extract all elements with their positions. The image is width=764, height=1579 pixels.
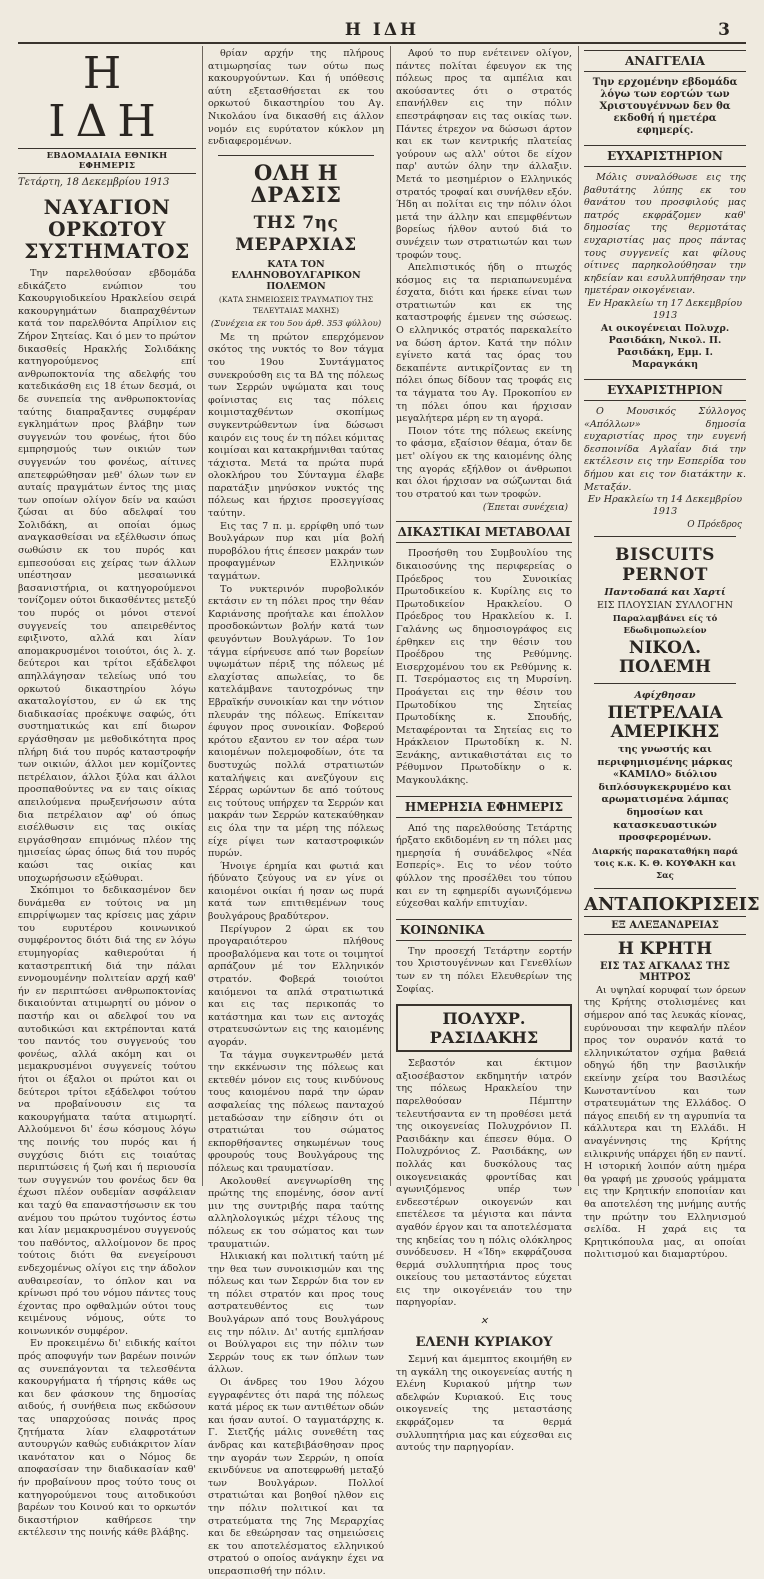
ad-biscuits-title: BISCUITS PERNOT [615, 545, 715, 586]
section-title-judicial: ΔΙΚΑΣΤΙΚΑΙ ΜΕΤΑΒΟΛΑΙ [396, 521, 572, 543]
correspondence-sub: ΕΞ ΑΛΕΞΑΝΔΡΕΙΑΣ [584, 916, 746, 935]
masthead-subtitle: ΕΒΔΟΜΑΔΙΑΙΑ ΕΘΝΙΚΗ ΕΦΗΜΕΡΙΣ [18, 148, 196, 174]
thanks-signers: Αι οικογένειαι Πολυχρ. Ρασιδάκη, Νικολ. Π. Ρασιδάκη, Εμμ. Ι. Μαραγκάκη [600, 322, 730, 370]
ad-biscuits-merchant: ΝΙΚΟΛ. ΠΟΛΕΜΗ [619, 638, 711, 678]
column-4 [584, 48, 760, 1262]
crete-text: Αι υψηλαί κορυφαί των όρεων της Κρήτης στολισμένες και σήμερον από τας λευκάς κίονας, ευρύνουσαι την κεφαλήν πλέον προς τον ουρανόν κατά το ελληνικώτατον σχήμα βαθειά οδηγώ ήδη την βασιλικήν εκείνην χείρα του Βασιλέως Κωνσταντίνου και των στρατευμάτων της Ελλάδος. Ο πάγος επειδή εν τη αγρυπνία τα κάλλυτερα και τη Ελλάδι. Η αναγέννησις της Κρήτης ειλικρινής υπάρχει ήδη εν παντί. Η ιστορική λοιπόν αύτη ημέρα θα γραφή με χρυσούς γράμματα εις την Κρητικήν εποποιίαν και θα αποτελέση της μνήμης αυτής την πρώτην του Ελληνισμού σελίδα. Η χαρά εις τα Κρητικόπουλα μας, αι οποίαι πολιτισμού και διαμαρτύρου. [584, 984, 746, 1261]
article-paragraph: Την παρελθούσαν εβδομάδα εδικάζετο ενώπιον του Κακουργιοδικείου Ηρακλείου σειρά κακουργημάτων διαπραχθέντων κατά τον παρελθόντα Απρίλιον εις Ζήρον Σητείας. Και ό μεν το πρώτον δικασθείς Ηρακλής Σολιδάκης κατηγορούμενος επί ανθρωποκτονία της αδελφής του κατεδικάσθη εις 18 έτων δεσμά, οι δε συνεπεία της ανθρωποκτονίας ταύτης διαπραξαντες συμφέραν εγκλημάτων προς βλάβην των συγγενών του φονέως, ήτοι δύο εμπρησμούς των οικιών των συγγενών του φονέως, αίτινες απετεφρώθησαν μεθ' όλων των εν αυταίς πραγμάτων έντος της μιας των οποίων ολίγον δείν να καώσι ζώσαι αι δύο αδελφαί του Σολιδάκη, αι οποίαι όμως αναγκασθείσαι να εξέλθωσιν όπως σωθώσιν εκ του πυρός και εμπεσούσαι εις χείρας των άλλων υπέστησαν μεσαιωνικά βασανιστήρια, οι κατηγορούμενοι τονίζομεν ούτοι δικασθέντες μετεξύ του πυρός οι μόνοι στενοί συγγενείς του απειρεθέντος εφιξινοτο, αλλά και λίαν απομακρυσμένοι τοιούτοι, όις λ. χ. δεύτεροι και τρίτοι εξάδελφοι απηλλάγησαν τελείως υπό του ορκωτού δικαστηρίου λόγω ακαταλογίστου, εν ώ εκ της διαδικασίας προέκυψε σαφώς, ότι συστηματικώς και επί διωρον εργάσθησαν με μεθοδικότητα προς πλήρη διά του πυρός καταστροφήν των οικιών, άλλοι μεν κομίζοντες πετρέλαιον, άλλοι ξύλα και άλλοι προσπαθούντες να εν ταις οίκιας απειλούμενα πρωξενήσωσιν αύτα δια πετρέλαιον αφ' ού όπως εισέλθωσιν εις τας οικίας ειργάσθησαν επιμόνως πλέον της ημισείας ώρας όπως διά του πυρός καώσι τας οικίας και υποχωρήσωσιν εξώθυραι. [18, 268, 196, 884]
ad-oil-arrived: Αφίχθησαν [634, 690, 696, 702]
continuation-note: (Συνέχεια εκ του 5ου άρθ. 353 φύλλου) [210, 318, 382, 329]
notice-text: Την ερχομένην εβδομάδα λόγω των εορτών των Χριστουγέννων δεν θα εκδοθή ή ημετέρα εφημερίς. [592, 77, 738, 136]
divider [594, 888, 736, 889]
running-title: Η ΙΔΗ [344, 20, 420, 40]
ad-biscuits-line-3: Παραλαμβάνει είς τό Εδωδιμοπωλείον [612, 614, 718, 637]
column-3 [396, 48, 572, 1455]
thanks-title-2: ΕΥΧΑΡΙΣΤΗΡΙΟΝ [584, 379, 746, 401]
article-paragraph: Ακολουθεί ανεγνωρίσθη της πρώτης της επομένης, όσον αντί μιν της συντριβής παρα ταύτης αλληλολογικώς μέχρι τέλους της πόλεως εκ του σώματος και των τραυματιών. [208, 1175, 384, 1250]
column-divider [390, 46, 391, 1186]
section-title-social: ΚΟΙΝΩΝΙΚΑ [396, 919, 572, 941]
thanks-text: Μόλις συναλόθωσε εις της βαθυτάτης λύπης εκ του θανάτου του προσφιλούς μας πατρός εκφράζομεν καθ' δημοσίας της θερμοτάτας ευχαριστίας μας προς πάντας τους συγγενείς και φίλους οίτινες παρηκολούθησαν την κηδείαν και εσυλλυπήθησαν την ημετέραν οικογένειαν. [584, 172, 746, 297]
obituary-text-2: Σεμνή και άμεμπτος εκοιμήθη εν τη αγκάλη της οικογενείας αυτής η Ελένη Κυριακού μήτηρ των αδελφών Κυριακού. Εις τους οικογενείς της μεταστάσης εκφράζομεν τα θερμά συλλυπητήρια μας και εύχεσθαι εις αυτούς την παρηγορίαν. [396, 1354, 572, 1454]
issue-date: Τετάρτη, 18 Δεκεμβρίου 1913 [18, 177, 170, 188]
article-paragraph: Ποιον τότε της πόλεως εκείνης το φάσμα, εξαίσιον θέαμα, όταν δε μετ' ολίγου εκ της καιομένης όλης της αγοράς εξήλθον οι άνθρωποι και όλοι ήρχισαν να σώζωνται διά του στρατού και των τροφών. [396, 425, 572, 500]
obituary-text: Σεβαστόν και έκτιμον αξιοσέβαστον εκδημητήν ιατρόν της πόλεως Ηρακλείου την παρελθούσαν Πέμπτην τελευτήσαντα εν τη προθέσει μετά της οικογενείας Πολυχρόνιον Π. Ρασιδάκην και έπεσεν θύμα. Ο Πολυχρόνιος Ζ. Ρασιδάκης, ων πολλάς και δυσκόλους τας οικογενειακάς φροντίδας και αγωνιζόμενος υπέρ των ενδεεστέρων οικογενών και επετέλεσε τα μέγιστα και πάντα αγαθόν έργον και τα αποτελέσματα της κηδείας του η πόλις ολόκληρος συνόδευσεν. Η «Ίδη» εκφράζουσα θερμά συλλυπητήρια προς τους οικείους του μεταστάντος εύχεται εις την οικογένειάν του την παρηγορίαν. [396, 1058, 572, 1309]
article-paragraph: Οι άνδρες του 19ου λόχου εγγραφέντες ότι παρά της πόλεως κατά μέρος εκ των αντιθέτων οδών και ήσαν αυτοί. Ο ταγματάρχης κ. Γ. Σιετζής μάλις συνεθέτη τας άνδρας και κατεβιβάσθησαν προς την αγοράν των Σερρών, η οποία εκινδύνευε να αποτεφρωθή μεταξύ των Βουλγάρων. Πολλοί στρατιώται και βοηθοί ηλθον εις την πόλιν πολιτικοί και τα στρατεύματα της 7ης Μεραρχίας και δε εθεώρησαν τας σημειώσεις εκ του αποτελέσματος ελληνικού στρατού ο οποίος ανάγκην έχει να υπερασπισθή την πόλιν. [208, 1377, 384, 1577]
article-paragraph: Σκόπιμοι το δεδικασμένον δεν δυνάμεθα εν τούτοις να μη επιρρίψωμεν τας κρίσεις μας χάριν του ευρυτέρου κοινωνικού συμφέροντος διότι διά της εν λόγω ετυμηγορίας καθιερούται ή καταστρεπτική διά την πάλαι εννομουμένην πολιτείαν αρχή καθ' ήν εν περιπτώσει ανθρωποκτονίας δικαιούνται ατιμωρητί ου μόνον ο παστήρ και οι αδελφοί του να αυτοδικώσι και εκτρέπονται κατά του παντός του συγγενούς του φονέως, αλλά ακόμη και οι μεμακρυσμένοι συγγενείς τούτου ήτοι οι έξαλοι οι πρώτοι και οι δεύτεροι τρίτοι εξάδελφοι τούτου να προβαίνουσιν εις τα κακουργήματα ταύτα ατιμωρητί. Αλλούμενοι δι' έσω κόσμους λόγω της ποινής του πυρός και ή συγχύσις διότι εις τοιαύτας περιπτώσεις ή ζωή και ή περιουσία των συγγενών του φονέως δεν θα έχωσι πλέον ουδεμίαν ασφάλειαν και ταχύ θα επαναστήσωσιν εκ του ανέμου του πρώτου τυχόντος έστω και λίαν μεμακρυσμένου συγγενούς του παθόντος, αλλοίμονον δε προς τούτοις διότι θα ενεγείρουσι ενδεχομένως ολίγοι εις την άδολον αυθαιρεσίαν, το όπλον και να κρίνωσι πρό του νόμου πάντες τους έχοντας προ οφθαλμών ούτοι τους κειμένους νόμους, ούτε το κοινωνικόν συμφέρον. [18, 885, 196, 1337]
thanks-title: ΕΥΧΑΡΙΣΤΗΡΙΟΝ [584, 145, 746, 167]
ad-oil-text: της γνωστής και περιφημισμένης μάρκας «ΚΑΜΙΛΟ» διόλιου διπλόσυγκεκρυμένο και αρωματισμένα λάμπας δημοσίων και κατασκευαστικών προσφερομένων. [597, 744, 733, 844]
article-paragraph: Εν προκειμένω δι' ειδικής καίτοι πρός αποφυγήν των βαρέων ποινών ας συνεπάγονται τα τελεσθέντα κακουργήματα ή τήρησις κάθε ως και δεν φάσκουν της δημοσίας αιδούς, ή συνήθεια πως εκδώσουν τας υπαρχούσας ποινάς προς ζητήματα λίαν ελαφροτάτων αυτουργών καθώς ευδιάκριτον λίαν ικανότατον και ο Νόμος δε αποφασίσαν την διαδικασίαν καθ' ήν προβαίνουν προς τούτο τους οι κατηγορούμενοι τους αιτοδικούσι βαρέων του Κοινού και το ορκωτόν δικαστήριον καθήρεσε την εκτέλεσιν της ποινής κάθε βλάβης. [18, 1338, 196, 1539]
thanks-signer-2: Ο Πρόεδρος [687, 520, 742, 531]
article-subhead-2: (ΚΑΤΑ ΣΗΜΕΙΩΣΕΙΣ ΤΡΑΥΜΑΤΙΟΥ ΤΗΣ ΤΕΛΕΥΤΑΙΑΣ ΜΑΧΗΣ) [218, 294, 374, 315]
thanks-place: Εν Ηρακλείω τη 17 Δεκεμβρίου 1913 [587, 297, 743, 321]
article-paragraph: Απελπιστικός ήδη ο πτωχός κόσμος εις τα περιαπωνευμένα έσχατα, διότι και ήρεκε είναι των στρατιωτών και εκ της καταστροφής έμενεν της σώσεως. Ο ελληνικός στρατός παρεκαλείτο να δώση άρτον. Κατά την πόλιν εγίνετο κατά τας όρας του δεκαπέντε αντικρίζοντας εν τη πόλει όπως δίδουν τας τροφάς εις τα τάγματα του Αγ. Προκοπίου εν τη πόλει όπου και ήρχισαν μεγαλήτερα μέρη εν τη αγορά. [396, 262, 572, 425]
crete-sub: ΕΙΣ ΤΑΣ ΑΓΚΑΛΑΣ ΤΗΣ ΜΗΤΡΟΣ [600, 960, 730, 983]
ad-biscuits-line-2: ΕΙΣ ΠΛΟΥΣΙΑΝ ΣΥΛΛΟΓΗΝ [597, 600, 733, 612]
crete-title: Η ΚΡΗΤΗ [617, 938, 713, 959]
column-divider [202, 46, 203, 1186]
ornament-icon: ✕ [479, 1316, 489, 1328]
daily-text: Από της παρελθούσης Τετάρτης ήρξατο εκδιδομένη εν τη πόλει μας ημερησία ή συνάδελφος «Νέα Εσπερίς». Εις το νέον τούτο φύλλον της προσέλθει του τύπου και εν τη εφημερίδι αγωνιζόμενω εύχεσθαι καλήν επιτυχίαν. [396, 822, 572, 910]
article-paragraph: Εις τας 7 π. μ. ερρίφθη υπό των Βουλγάρων πυρ και μία βολή πυροβόλου ήτις έπεσεν μακράν των προφαγμένων Ελληνικών ταγμάτων. [208, 520, 384, 583]
article-headline: ΟΛΗ Η ΔΡΑΣΙΣ [250, 159, 342, 207]
page-number: 3 [718, 20, 730, 40]
social-text: Την προσεχή Τετάρτην εορτήν του Χριστουγέννων και Γενεθλίων των εν τη πόλει Ελευθερίων της Σοφίας. [396, 945, 572, 995]
section-title-daily: ΗΜΕΡΗΣΙΑ ΕΦΗΜΕΡΙΣ [396, 796, 572, 818]
divider [218, 155, 374, 156]
article-headline: ΝΑΥΑΓΙΟΝ ΟΡΚΩΤΟΥ ΣΥΣΤΗΜΑΤΟΣ [24, 195, 190, 263]
article-paragraph: Το νυκτερινόν πυροβολικόν εκτάσιν εν τη πόλει προς την θέαν Καριάνσης προήταλε και έπολλον προσδοκώντων βολήν κατά των φευγόντων Βουλγάρων. Το 1ον τάγμα είρήνευσε από των βορείων υψωμάτων πέριξ της πόλεως μέ ελαχίστας απωλείας, το δε κατελάμβανε ταυτοχρόνως την Εβραϊκήν συνοικίαν και την νότιον πλευράν της πόλεως. Επίκειταν έφυγον προς συνοικίαν. Φοβερού κρότου εξαντου εν τον αέρα των καιομένων πολεμοφοδίων, ότε τα δυστυχώς πολλά στρατιωτών καταλήψεις και ανεζύγουν εις Σέρρας ωρώντων δε από τούτους εις τούτους υπήρχεν τα Σερρών και μακράν των Σερρών κατεκαύθηκαν εις όλα την τα μέρη της πόλεως είχε ρίψει των καταστροφικών πυρών. [208, 583, 384, 860]
article-paragraph: Με τη πρώτον επερχόμενον σκότος της νυκτός το 8ον τάγμα του 19ου Συντάγματος συνεκρούσθη εις τα ΒΔ της πόλεως των Σερρών υψώματα και τους φοίνιστας εις τας πόλεις κοιμισταχθέντων σκοπίμως συγκεντρώθεντων ίνα δώσωσι καιρόν εις τους έν τη πόλει κόμιτας κοιμίσαι και κατακρήμνιθαι ταύτας τάχιστα. Μετά τα πρώτα πυρά ολοκλήρου του Σύνταγμα έλαβε παρατάξιν μηνύσκον νυκτός της πόλεως και ήρχισε προσεγγίσας ταύτην. [208, 331, 384, 520]
article-subhead: ΚΑΤΑ ΤΟΝ ΕΛΛΗΝΟΒΟΥΛΓΑΡΙΚΟΝ ΠΟΛΕΜΟΝ [231, 258, 361, 292]
article-continuation: Αφού το πυρ ενέτεινεν ολίγον, πάντες πολίται έφευγον εκ της πόλεως προς τα αμπέλια και ακούσαντες ότι ο στρατός επανήλθεν εις την πόλιν επεστράφησαν εις τας οικίας των. Πάντες έτρεχον να δώσωσι άρτον και εκ των κεντρικής πλατείας γούρουν ως αλλ' ούτοι δε είχον παρ' αυτών όλην την άλλαξιν. Μετά το μεσημέριον ο Ελληνικός στρατός τροφαί και συνήλθεν εξόν. Ήδη αι πολίται εις την πόλιν όλοι μετά την άλλην και επεμφθέντων βορείως ήλθον αυτού διά το συνέχειν των στρατιωτών και των τροφών τους. [396, 48, 572, 261]
divider [594, 683, 736, 684]
judicial-text: Προσήσθη του Συμβουλίου της δικαιοσύνης της περιφερείας ο Πρόεδρος του Συνοικίας Πρωτοδικείου κ. Κυρίλης εις το Πρωτοδικείον Ηρακλείου. Ο Πρόεδρος του Ηρακλείου κ. Ι. Γαλάνης ως δημοσιογράφος εις έρθηκεν εις την θέσιν του Προέδρου της Ρεθύμνης. Εισερχομένου του εκ Ρεθύμνης κ. Π. Τσερόμαστος εις τη Μυρσίνη. Προάγεται εις την θέσιν του Πρωτοδίκου της Σητείας Πρωτοδίκης κ. Σπουδής, Μεταφέρονται τα Σητείας εις το Ηράκλειον Πρωτοδίκη κ. Ν. Ξενάκης, αντικαθιστάται εις το Ρέθυμνον Πρωτοδίκην ο κ. Μαγκουλάκης. [396, 548, 572, 787]
article-paragraph: Περίγυρον 2 ώραι εκ του προγαραιότερου πλήθους προσβαλόμενα και τοτε οι τοιμητοί αρπάζουν μέ τον Ελληνικόν στρατόν. Φοβερά τοιούτοι καιόμενοι τα απλά στρατιωτικά και εις τας περικοπάς το κατάστημα και των εις αντοχάς στρατευσώντων εις της καιομένης αγοράν. [208, 923, 384, 1048]
header-rule [18, 42, 746, 44]
obituary-title: ΕΛΕΝΗ ΚΥΡΙΑΚΟΥ [415, 1335, 553, 1351]
column-divider [578, 46, 579, 1186]
divider [594, 536, 736, 537]
masthead-title: Η ΙΔΗ [48, 48, 166, 147]
ad-biscuits-line: Παντοδαπά και Χαρτί [604, 587, 726, 599]
ad-oil-title: ΠΕΤΡΕΛΑΙΑ ΑΜΕΡΙΚΗΣ [607, 703, 723, 743]
article-paragraph: Ηλικιακή και πολιτική ταύτη μέ την θεα των συνοικισμών και της πόλεως και των Σερρών δια τον εν τη πόλει στρατόν και προς τους αστρατευθέντος εις των Βουλγάρων από τους Βουλγάρους εις την πόλιν. Δι' αυτής εμπλήσαν οι Βούλγαροι εις την πόλιν των Σερρών τους εκ των όπλων των άλλων. [208, 1251, 384, 1376]
article-paragraph: Ήνοιγε έρημία και φωτιά και ήδύνατο ζεύγους να εν γίνε οι καιομένοι οικίαι ή ησαν ως πυρά κατά των επιτιθεμένων τους βουλγάρους βραδύτερον. [208, 860, 384, 923]
thanks-place-2: Εν Ηρακλείω τη 14 Δεκεμβρίου 1913 [587, 494, 743, 518]
column-1 [18, 48, 196, 1540]
obituary-box-title: ΠΟΛΥΧΡ. ΡΑΣΙΔΑΚΗΣ [396, 1004, 572, 1052]
column-2 [208, 48, 384, 1579]
article-paragraph: Τα τάγμα συγκεντρωθέν μετά την εκκένωσιν της πόλεως και εκτεθέν μόνον εις τους κινδύνους τους καιομένου παρά την ώραν ασφαλείας της πόλεως πανταχού μεταδώσαν την είδησιν ότι οι στρατιώται του σώματος εκπορθήσαντες σηκωμένων τους φρουρούς τους Βουλγάρους της πόλεως και τραυματίσαν. [208, 1049, 384, 1174]
to-be-continued: (Έπεται συνέχεια) [482, 503, 568, 514]
ad-oil-sub: Διαρκής παρακαταθήκη παρά τοις κ.κ. Κ. Θ. ΚΟΥΦΑΚΗ και Σας [591, 846, 739, 881]
thanks-text-2: Ο Μουσικός Σύλλογος «Απόλλων» δημοσία ευχαριστίας προς την ευγενή δεσποινίδα Αγλαΐαν διά την εκτέλεσιν εις την Εσπερίδα του δήμου και εις τον διατάκτην κ. Μεταξάν. [584, 405, 746, 493]
notice-title: ΑΝΑΓΓΕΛΙΑ [584, 50, 746, 72]
article-continuation: θρίαν αρχήν της πλήρους ατιμωρησίας των ούτω πως κακουργούντων. Και ή υπόθεσις αύτη εξετασθήσεται εκ του ορκωτού δικαστηρίου του Αγ. Νικολάου ίνα δικασθή εις άλλον νομόν εις ευρύτατον κύκλον μη ενδιαφερομένων. [208, 48, 384, 148]
article-headline-2: ΤΗΣ 7ης ΜΕΡΑΡΧΙΑΣ [235, 212, 357, 255]
correspondence-title: ΑΝΤΑΠΟΚΡΙΣΕΙΣ [584, 893, 760, 915]
page-header [0, 0, 764, 38]
